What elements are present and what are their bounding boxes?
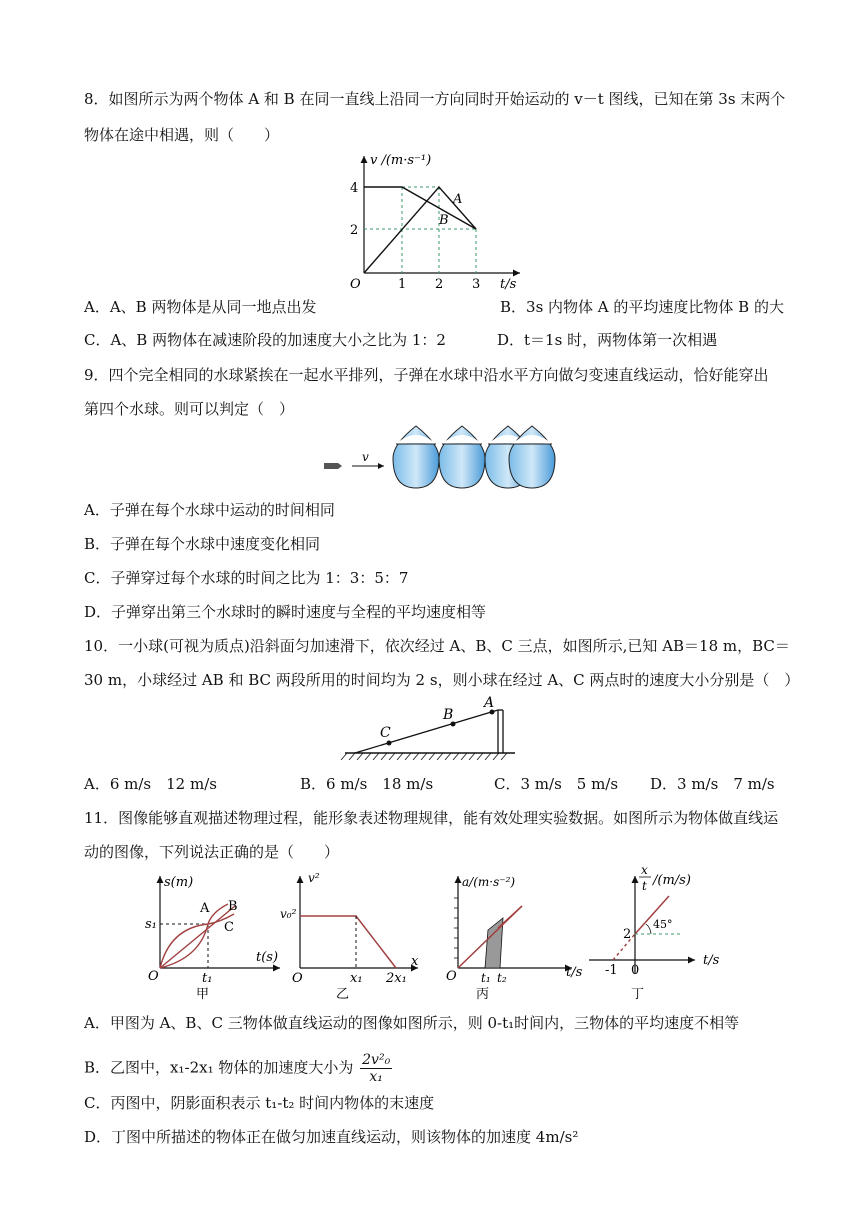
g1-label-a: A [200,901,210,916]
q11-graph-ding [585,862,730,1003]
y-axis-label: v /(m·s⁻¹) [370,153,432,168]
g1-t1: t₁ [202,971,213,986]
q11-option-a: A．甲图为 A、B、C 三物体做直线运动的图像如图所示，则 0-t₁时间内，三物体的平均速度不相等 [84,1014,740,1032]
g2-x1: x₁ [350,971,363,986]
label-a: A [484,695,495,711]
x-tick-3: 3 [472,277,481,292]
g2-x2: 2x₁ [386,971,407,986]
q11-option-b-denominator: x₁ [369,1069,383,1085]
water-ball-2 [439,426,485,488]
label-c: C [380,725,391,741]
g4-ylabel-unit: /(m/s) [653,873,691,888]
q8-option-b: B．3s 内物体 A 的平均速度比物体 B 的大 [500,298,784,316]
q10-incline-figure [335,695,525,763]
q9-option-c: C．子弹穿过每个水球的时间之比为 1：3：5：7 [84,569,409,587]
y-tick-4: 4 [350,181,359,196]
g4-caption: 丁 [631,987,645,1002]
water-ball-1 [393,426,439,488]
q9-option-a: A．子弹在每个水球中运动的时间相同 [84,501,335,519]
q8-option-d: D．t＝1s 时，两物体第一次相遇 [497,331,718,349]
v2-x-line [300,916,396,968]
q10-option-c: C．3 m/s 5 m/s [494,775,619,793]
incline-surface [355,710,498,753]
g2-origin: O [292,971,303,986]
line-b [160,906,235,968]
x-axis-label: t/s [500,277,517,292]
q11-graph-yi [278,868,428,1003]
g4-xm1: -1 [605,963,618,978]
g4-ylabel-num: x [641,863,648,877]
q8-vt-graph [340,148,530,293]
bullet-icon [324,463,342,469]
q9-stem-line2: 第四个水球。则可以判定（ ） [84,400,295,418]
g1-origin: O [148,969,159,984]
q9-option-d: D．子弹穿出第三个水球时的瞬时速度与全程的平均速度相等 [84,603,487,621]
q9-stem-line1: 9．四个完全相同的水球紧挨在一起水平排列，子弹在水球中沿水平方向做匀变速直线运动，恰好能穿出 [84,366,769,384]
q10-option-a: A．6 m/s 12 m/s [84,775,217,793]
q10-option-b: B．6 m/s 18 m/s [300,775,434,793]
g2-caption: 乙 [336,987,350,1002]
q11-option-b-text: B．乙图中，x₁-2x₁ 物体的加速度大小为 [84,1058,354,1077]
g2-ylabel: v² [308,871,320,885]
g1-s1: s₁ [145,917,157,932]
g4-angle: 45° [653,918,673,931]
g3-xaxis: t/s [566,965,583,980]
label-b: B [443,707,454,723]
x-tick-2: 2 [435,277,444,292]
label-a: A [453,192,463,207]
g3-t1: t₁ [481,971,491,985]
q11-option-b-numerator: 2v²₀ [362,1052,391,1068]
q8-option-a: A．A、B 两物体是从同一地点出发 [84,298,317,316]
point-c [387,741,392,746]
q9-option-b: B．子弹在每个水球中速度变化相同 [84,535,321,553]
g1-caption: 甲 [196,987,210,1002]
q11-graph-bing [440,868,590,1003]
g3-origin: O [446,969,457,984]
g1-ylabel: s(m) [164,875,194,890]
g2-v0: v₀² [280,907,297,921]
g1-label-b: B [228,899,238,914]
g2-xaxis: x [411,954,419,969]
q10-stem-line1: 10．一小球(可视为质点)沿斜面匀加速滑下，依次经过 A、B、C 三点，如图所示,已知 AB＝18 m，BC＝ [84,637,790,655]
water-ball-4-shape [505,420,560,495]
q11-option-d: D．丁图中所描述的物体正在做匀加速直线运动，则该物体的加速度 4m/s² [84,1128,579,1146]
g3-caption: 丙 [476,987,490,1002]
velocity-label: v [362,450,369,464]
g4-y2: 2 [623,927,632,942]
q11-option-b [84,1052,392,1085]
g1-label-c: C [224,920,234,935]
g3-ylabel: a/(m·s⁻²) [462,875,516,889]
q8-stem-line2: 物体在途中相遇，则（ ） [84,126,280,144]
curve-c [160,904,228,968]
y-tick-2: 2 [350,223,359,238]
q10-stem-line2: 30 m，小球经过 AB 和 BC 两段所用的时间均为 2 s，则小球在经过 A、C 两点时的速度大小分别是（ ） [84,671,800,689]
q8-option-c: C．A、B 两物体在减速阶段的加速度大小之比为 1：2 [84,331,446,349]
curve-a [160,914,234,968]
x-tick-1: 1 [398,277,407,292]
q11-stem-line1: 11．图像能够直观描述物理过程，能形象表述物理规律，能有效处理实验数据。如图所示为物体做直线运 [84,809,779,827]
q10-option-d: D．3 m/s 7 m/s [650,775,775,793]
origin-label: O [350,277,361,292]
g4-ylabel-den: t [642,879,647,893]
g1-xlabel: t(s) [256,950,279,965]
label-b: B [439,213,449,228]
g4-xaxis: t/s [703,953,720,968]
g4-x0: 0 [631,963,640,978]
q11-stem-line2: 动的图像，下列说法正确的是（ ） [84,843,340,861]
q11-graph-jia [140,868,290,1003]
g3-t2: t₂ [497,971,507,985]
q11-option-c: C．丙图中，阴影面积表示 t₁-t₂ 时间内物体的末速度 [84,1094,435,1112]
q8-stem-line1: 8．如图所示为两个物体 A 和 B 在同一直线上沿同一方向同时开始运动的 v－t 图线，已知在第 3s 末两个 [84,90,786,108]
